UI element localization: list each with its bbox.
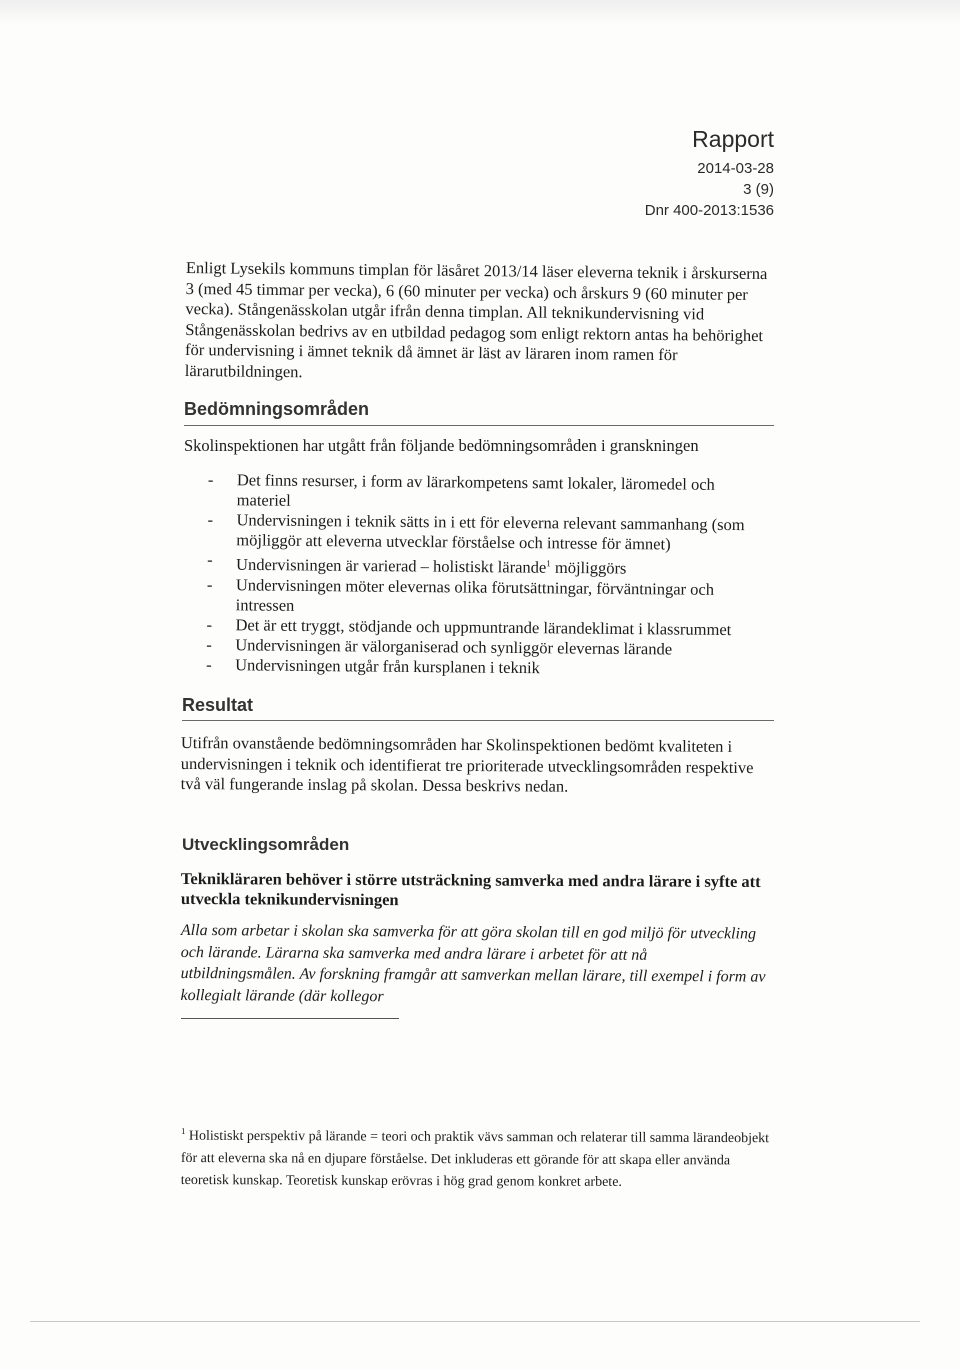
assessment-lead: Skolinspektionen har utgått från följande bedömningsområden i granskningen — [184, 436, 699, 455]
page-number: 3 (9) — [743, 181, 774, 198]
dash-marker: - — [206, 634, 212, 654]
dash-marker: - — [206, 654, 212, 674]
list-item: - Undervisningen är välorganiserad och synliggör elevernas lärande — [206, 634, 673, 658]
result-heading: Resultat — [182, 695, 254, 715]
list-item: - Undervisningen möter elevernas olika förutsättningar, förväntningar och intressen — [206, 574, 715, 615]
list-item: - Undervisningen är varierad – holistiskt lärande$^1$ möjliggörs — [207, 549, 627, 578]
dash-marker: - — [207, 470, 214, 490]
dash-marker: - — [206, 574, 213, 594]
report-date: 2014-03-28 — [697, 160, 774, 177]
footnote-divider — [181, 1018, 399, 1019]
scan-shadow-top — [0, 0, 960, 26]
document-header — [645, 124, 774, 221]
registration-number: Dnr 400-2013:1536 — [644, 202, 774, 219]
assessment-heading: Bedömningsområden — [184, 399, 370, 419]
footnote-marker: 1 — [180, 1126, 186, 1137]
scan-line-bottom — [30, 1321, 920, 1322]
footnote-text: Holistiskt perspektiv på lärande = teori och praktik vävs samman och relaterar till samma lärandeobjekt för att eleverna ska nå en djupare förståelse. Det inkluderas ett görande för att skapa eller använda teoretisk kunskap. Teoretisk kunskap erövras i hög grad genom konkret arbete. — [180, 1128, 770, 1190]
intro-paragraph: Enligt Lysekils kommuns timplan för läsåret 2013/14 läser eleverna teknik i årskurserna 3 (med 45 timmar per vecka), 6 (60 minuter per vecka) och årskurs 9 (60 minuter per vecka). Stångenässkolan utgår ifrån denna timplan. All teknikundervisning vid Stångenässkolan bedrivs av en utbildad pedagog som enligt rektorn antas ha behörighet för undervisning i ämnet teknik då ämnet är läst av läraren inom ramen för lärarutbildningen. — [184, 258, 768, 381]
dash-marker: - — [207, 509, 214, 530]
development-subheading: Teknikläraren behöver i större utsträckning samverka med andra lärare i syfte att utveckla teknikundervisningen — [180, 869, 761, 910]
assessment-divider — [184, 425, 774, 426]
footnote-reference: 1 — [546, 558, 551, 569]
footnote — [181, 1120, 771, 1194]
result-divider — [182, 720, 774, 721]
development-paragraph: Alla som arbetar i skolan ska samverka för att göra skolan till en god miljö för utveckling och lärande. Lärarna ska samverka med andra lärare i arbetet för att nå utbildningsmålen. Av forskning framgår att samverkan mellan lärare, till exempel i form av kollegialt lärande (där kollegor — [180, 921, 766, 1005]
development-heading: Utvecklingsområden — [182, 835, 350, 854]
list-item: - Det är ett tryggt, stödjande och uppmuntrande lärandeklimat i klassrummet — [206, 614, 732, 639]
report-title: Rapport — [692, 126, 774, 152]
list-item: - Undervisningen utgår från kursplanen i teknik — [206, 654, 540, 677]
assessment-list — [206, 470, 768, 680]
dash-marker: - — [206, 614, 213, 634]
dash-marker: - — [207, 549, 213, 570]
result-paragraph: Utifrån ovanstående bedömningsområden har Skolinspektionen bedömt kvaliteten i undervisningen i teknik och identifierat tre prioriterade utvecklingsområden respektive två väl fungerande inslag på skolan. Dessa beskrivs nedan. — [180, 733, 754, 796]
list-item: - Undervisningen i teknik sätts in i ett för eleverna relevant sammanhang (som möjliggör att eleverna utvecklar förståelse och intresse för ämnet) — [207, 509, 745, 554]
list-item: - Det finns resurser, i form av lärarkompetens samt lokaler, läromedel och materiel — [207, 470, 715, 510]
